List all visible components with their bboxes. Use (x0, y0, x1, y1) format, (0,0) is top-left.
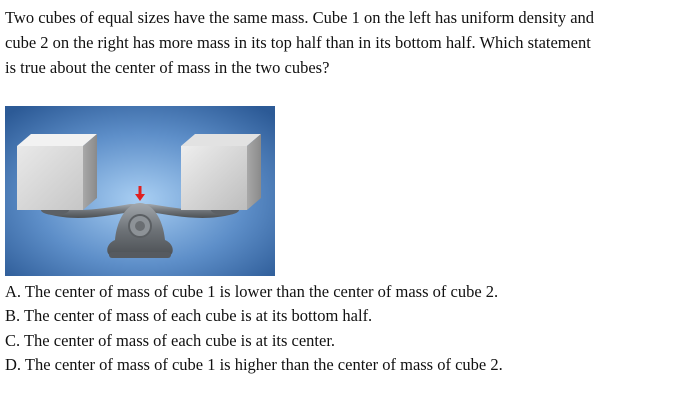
balance-scale-figure (5, 106, 275, 276)
option-a-text: The center of mass of cube 1 is lower than the center of mass of cube 2. (24, 282, 499, 301)
cube-1 (17, 134, 97, 210)
question-text: Two cubes of equal sizes have the same mass. Cube 1 on the left has uniform density and cube 2 on the right has more mass in its top half than in its bottom half. Which statement is true about the center of mass in the two cubes? (5, 8, 595, 77)
option-c[interactable] (5, 329, 503, 353)
option-c-letter: C. (5, 330, 21, 350)
option-a-letter: A. (5, 282, 22, 301)
option-b-text: The center of mass of each cube is at its bottom half. (23, 306, 373, 326)
option-d-letter: D. (5, 354, 22, 374)
option-b[interactable] (5, 304, 503, 328)
answer-options (5, 280, 503, 377)
option-d[interactable] (5, 353, 503, 377)
cube-2 (181, 134, 261, 210)
option-c-text: The center of mass of each cube is at its center. (23, 330, 336, 350)
option-d-text: The center of mass of cube 1 is higher than the center of mass of cube 2. (24, 354, 503, 374)
option-b-letter: B. (5, 306, 21, 326)
option-a[interactable] (5, 280, 503, 304)
